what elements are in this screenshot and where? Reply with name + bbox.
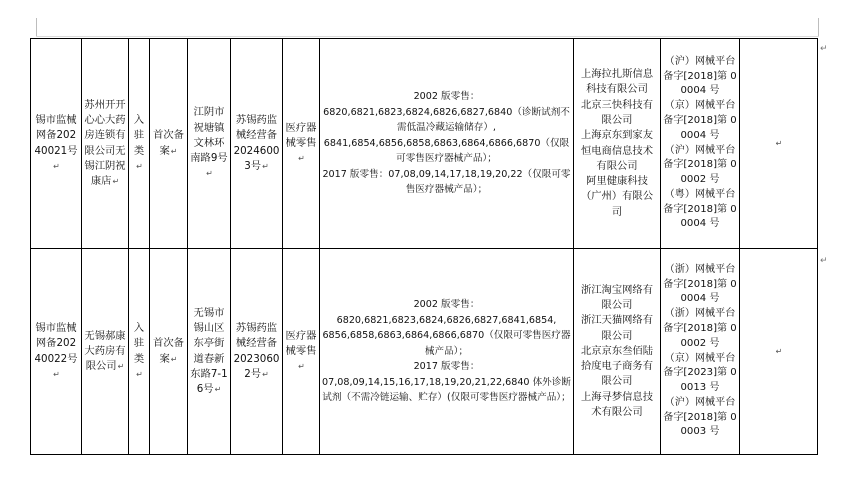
business-scope-line: 6841,6854,6856,6858,6863,6864,6866,6870（仅限可零售医疗器械产品）；: [323, 137, 570, 165]
paragraph-mark-icon: ↵: [262, 161, 269, 171]
access-type-text: 入驻类: [133, 113, 145, 157]
paragraph-mark-icon: ↵: [298, 362, 305, 372]
company-name-text: 无锡郝康大药房有限公司: [84, 329, 126, 373]
business-category: [283, 39, 320, 249]
platform-names-line: 北京京东叁佰陆拾度电子商务有限公司: [580, 344, 654, 388]
access-type: [129, 249, 150, 455]
platform-record-numbers-line: （沪）网械平台备字[2018]第 00004 号: [663, 55, 737, 97]
business-scope-line: 2017 版零售：: [413, 361, 480, 373]
registration-number: [31, 249, 82, 455]
paragraph-mark-icon: ↵: [136, 161, 143, 171]
company-name-text: 苏州开开心心大药房连锁有限公司无锡江阴祝康店: [84, 98, 126, 188]
crop-mark-left: [36, 18, 37, 36]
paragraph-mark-icon: ↵: [170, 354, 178, 364]
platform-record-numbers: [661, 249, 740, 455]
business-address-text: 无锡市锡山区东亭街道春新东路7-16号: [190, 306, 228, 396]
table-body: [31, 39, 818, 455]
platform-record-numbers-line: （沪）网械平台备字[2018]第 00003 号: [663, 396, 737, 438]
business-category-text: 医疗器械零售: [285, 329, 317, 357]
registration-number-text: 锡市监械网备20240021号: [34, 113, 78, 157]
business-scope-line: 6856,6858,6863,6864,6866,6870（仅限可零售医疗器械产品）；: [322, 330, 571, 357]
business-scope-line: 2002 版零售：: [413, 299, 480, 311]
platform-record-numbers-line: （京）网械平台备字[2018]第 00004 号: [663, 100, 737, 141]
paragraph-mark-icon: ↵: [214, 385, 222, 395]
platform-record-numbers-line: （浙）网械平台备字[2018]第 00004 号: [663, 263, 737, 305]
business-license-number: [231, 249, 283, 455]
crop-mark-top: [36, 36, 819, 37]
registration-table: [30, 38, 818, 455]
paragraph-mark-icon: ↵: [53, 161, 60, 171]
business-license-number-text: 苏锡药监械经营备20230602号: [233, 321, 280, 380]
registration-number-text: 锡市监械网备20240022号: [34, 321, 78, 365]
business-scope-line: 6820,6821,6823,6824,6826,6827,6840（诊断试剂不需低温冷藏运输储存）,: [323, 106, 570, 134]
platform-names-line: 浙江天猫网络有限公司: [580, 314, 654, 342]
platform-names-line: 上海寻梦信息技术有限公司: [580, 390, 654, 419]
business-category: [283, 249, 320, 455]
row-end-mark: ↵: [820, 44, 828, 54]
paragraph-mark-icon: ↵: [775, 138, 783, 148]
crop-mark-right: [818, 18, 819, 36]
paragraph-mark-icon: ↵: [136, 369, 143, 379]
table-row: [31, 249, 818, 455]
access-type: [129, 39, 150, 249]
paragraph-mark-icon: ↵: [206, 169, 213, 179]
filing-type: [150, 249, 188, 455]
table-row: [31, 39, 818, 249]
platform-names-line: 上海京东到家友恒电商信息技术有限公司: [580, 129, 654, 172]
business-scope-line: 6820,6821,6823,6824,6826,6827,6841,6854,: [336, 314, 557, 326]
company-name: [82, 39, 129, 249]
business-scope: [320, 249, 574, 455]
platform-names: [574, 249, 661, 455]
paragraph-mark-icon: ↵: [262, 369, 269, 379]
filing-type-text: 首次备案: [153, 337, 184, 365]
business-address: [188, 39, 231, 249]
business-address: [188, 249, 231, 455]
business-license-number: [231, 39, 283, 249]
platform-names-line: 阿里健康科技（广州）有限公司: [580, 175, 654, 218]
paragraph-mark-icon: ↵: [775, 346, 783, 356]
platform-record-numbers-line: （京）网械平台备字[2023]第 00013 号: [663, 352, 737, 394]
platform-record-numbers-line: （沪）网械平台备字[2018]第 00002 号: [663, 144, 737, 186]
paragraph-mark-icon: ↵: [117, 362, 125, 372]
company-name: [82, 249, 129, 455]
filing-type: [150, 39, 188, 249]
business-scope-line: 2017 版零售：07,08,09,14,17,18,19,20,22（仅限可零售医疗器械产品）；: [322, 168, 571, 196]
remarks: [740, 249, 818, 455]
platform-record-numbers: [661, 39, 740, 249]
business-scope: [320, 39, 574, 249]
filing-type-text: 首次备案: [153, 129, 184, 157]
business-scope-line: 07,08,09,14,15,16,17,18,19,20,21,22,6840 体外诊断试剂（不需冷链运输、贮存）(仅限可零售医疗器械产品）；: [322, 376, 571, 404]
paragraph-mark-icon: ↵: [112, 177, 120, 187]
business-scope-line: 2002 版零售：: [413, 91, 480, 103]
access-type-text: 入驻类: [133, 321, 145, 365]
business-address-text: 江阴市祝塘镇文林环南路9号: [190, 106, 228, 165]
paragraph-mark-icon: ↵: [170, 146, 178, 156]
business-license-number-text: 苏锡药监械经营备20246003号: [233, 113, 280, 172]
paragraph-mark-icon: ↵: [298, 154, 305, 164]
platform-names: [574, 39, 661, 249]
remarks: [740, 39, 818, 249]
row-end-mark: ↵: [820, 256, 828, 266]
platform-names-line: 北京三快科技有限公司: [580, 98, 654, 126]
platform-record-numbers-line: （粤）网械平台备字[2018]第 00004 号: [663, 188, 737, 230]
registration-number: [31, 39, 82, 249]
platform-record-numbers-line: （浙）网械平台备字[2018]第 00002 号: [663, 308, 737, 349]
business-category-text: 医疗器械零售: [285, 121, 317, 149]
platform-names-line: 上海拉扎斯信息科技有限公司: [580, 68, 654, 96]
platform-names-line: 浙江淘宝网络有限公司: [580, 283, 654, 311]
paragraph-mark-icon: ↵: [53, 369, 60, 379]
